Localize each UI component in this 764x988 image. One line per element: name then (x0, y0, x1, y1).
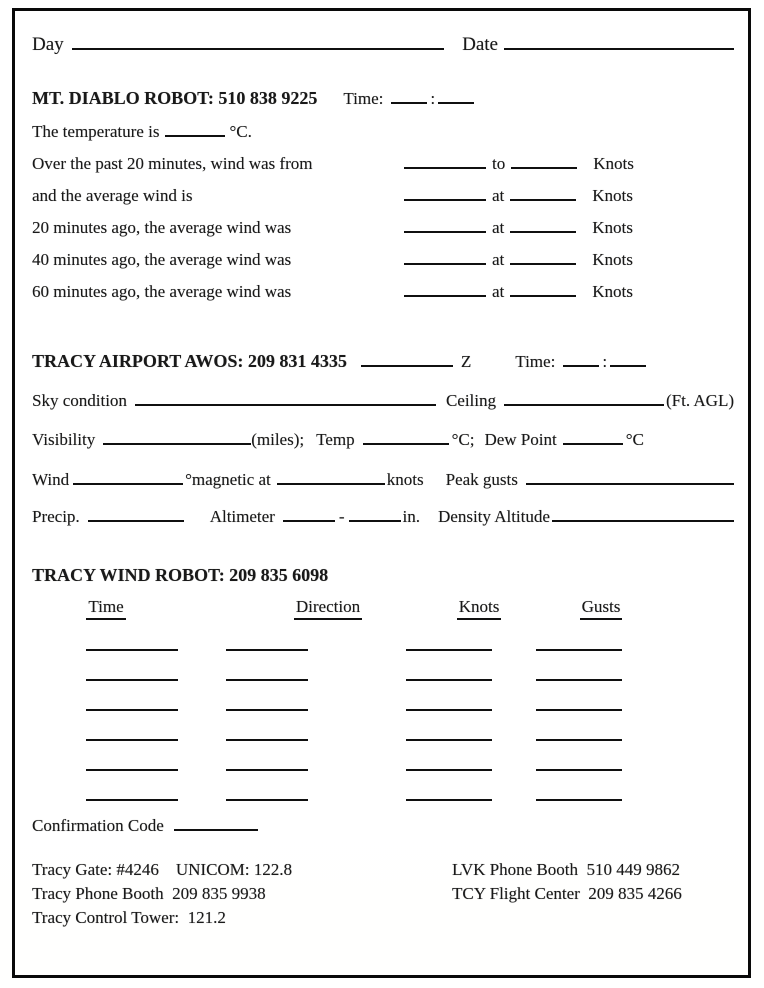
knots-cell-blank (406, 771, 492, 801)
wind-unit-label: Knots (592, 282, 633, 301)
column-header-time: Time (86, 597, 178, 620)
wind-line-row (32, 153, 734, 174)
ceiling-blank (504, 391, 664, 406)
wind-speed-blank (510, 282, 576, 297)
knots-cell-blank (406, 681, 492, 711)
direction-cell-blank (226, 620, 308, 651)
knots-cell-blank (406, 620, 492, 651)
wind-unit-label: Knots (592, 218, 633, 237)
gusts-cell-blank (536, 620, 622, 651)
contact-line: Tracy Phone Booth 209 835 9938 (32, 884, 266, 903)
wind-robot-title-row (32, 565, 734, 586)
wind-direction-blank (404, 218, 486, 233)
awos-time-label: Time: (515, 352, 556, 371)
temperature-blank (165, 122, 225, 137)
density-altitude-blank (552, 507, 734, 522)
date-blank-line (504, 33, 734, 50)
wind-line-label: 60 minutes ago, the average wind was (32, 282, 292, 301)
knots-cell-blank (406, 741, 492, 771)
time-cell-blank (86, 711, 178, 741)
visibility-row (32, 429, 734, 450)
dew-point-blank (563, 430, 623, 445)
diablo-time-hour-blank (391, 89, 427, 104)
direction-cell-blank (226, 771, 308, 801)
knots-cell-blank (406, 711, 492, 741)
wind-unit-label: Knots (593, 154, 634, 173)
time-cell-blank (86, 771, 178, 801)
precip-blank (88, 507, 184, 522)
temperature-unit: °C. (229, 122, 252, 141)
direction-cell-blank (226, 741, 308, 771)
peak-gusts-blank (526, 470, 734, 485)
confirmation-code-label: Confirmation Code (32, 816, 164, 835)
table-blank-row (86, 620, 734, 651)
wind-direction-blank (404, 282, 486, 297)
altimeter-label: Altimeter (209, 507, 275, 526)
contact-line: Tracy Control Tower: 121.2 (32, 908, 226, 927)
altimeter-blank-2 (349, 507, 401, 522)
knots-cell-blank (406, 651, 492, 681)
wind-line-row (32, 217, 734, 238)
altimeter-blank-1 (283, 507, 335, 522)
precip-row (32, 506, 734, 527)
contact-info-block (32, 858, 734, 930)
awos-time-hour-blank (563, 352, 599, 367)
temperature-label: The temperature is (32, 122, 160, 141)
table-blank-row (86, 681, 734, 711)
awos-knots-label: knots (386, 470, 424, 489)
diablo-time-label: Time: (343, 89, 384, 108)
wind-robot-title: TRACY WIND ROBOT: 209 835 6098 (32, 565, 329, 585)
wind-speed-blank (511, 154, 577, 169)
awos-wind-direction-blank (73, 470, 183, 485)
direction-cell-blank (226, 681, 308, 711)
wind-connector: at (492, 282, 505, 301)
temp-unit: °C; (451, 430, 475, 449)
day-date-row (32, 33, 734, 55)
awos-section-title-row (32, 351, 734, 372)
contact-right-column (452, 858, 734, 930)
time-cell-blank (86, 741, 178, 771)
table-blank-row (86, 711, 734, 741)
column-header-direction: Direction (226, 597, 308, 620)
awos-time-colon: : (602, 352, 608, 371)
wind-robot-table-header (86, 597, 734, 620)
contact-left-column (32, 858, 452, 930)
wind-unit-label: Knots (592, 250, 633, 269)
column-header-gusts: Gusts (536, 597, 622, 620)
wind-connector: to (492, 154, 506, 173)
form-border-frame (12, 8, 751, 978)
table-blank-row (86, 741, 734, 771)
sky-condition-row (32, 390, 734, 411)
temperature-row (32, 121, 734, 142)
dew-point-unit: °C (625, 430, 644, 449)
precip-label: Precip. (32, 507, 80, 526)
wind-direction-blank (404, 154, 486, 169)
magnetic-label: °magnetic at (185, 470, 271, 489)
diablo-time-colon: : (430, 89, 436, 108)
sky-condition-blank (135, 391, 436, 406)
date-label: Date (462, 34, 498, 55)
wind-unit-label: Knots (592, 186, 633, 205)
awos-zulu-label: Z (460, 352, 472, 371)
direction-cell-blank (226, 711, 308, 741)
awos-wind-row (32, 469, 734, 490)
gusts-cell-blank (536, 741, 622, 771)
contact-line: LVK Phone Booth 510 449 9862 (452, 860, 680, 879)
wind-connector: at (492, 218, 505, 237)
wind-connector: at (492, 186, 505, 205)
time-cell-blank (86, 620, 178, 651)
density-altitude-label: Density Altitude (438, 507, 550, 526)
sky-condition-label: Sky condition (32, 391, 127, 410)
wind-line-label: and the average wind is (32, 186, 193, 205)
gusts-cell-blank (536, 651, 622, 681)
time-cell-blank (86, 651, 178, 681)
contact-line: TCY Flight Center 209 835 4266 (452, 884, 682, 903)
inches-label: in. (402, 507, 420, 526)
direction-cell-blank (226, 651, 308, 681)
temp-blank (363, 430, 449, 445)
awos-wind-label: Wind (32, 470, 70, 489)
wind-line-row (32, 281, 734, 302)
gusts-cell-blank (536, 711, 622, 741)
wind-line-label: 20 minutes ago, the average wind was (32, 218, 292, 237)
visibility-label: Visibility (32, 430, 96, 449)
awos-wind-speed-blank (277, 470, 385, 485)
table-blank-row (86, 771, 734, 801)
day-label: Day (32, 34, 64, 55)
awos-title: TRACY AIRPORT AWOS: 209 831 4335 (32, 351, 347, 371)
ceiling-label: Ceiling (445, 391, 496, 410)
column-header-knots: Knots (406, 597, 492, 620)
awos-zulu-blank (361, 352, 453, 367)
wind-speed-blank (510, 186, 576, 201)
confirmation-code-row (32, 815, 734, 836)
diablo-section-title-row (32, 88, 734, 109)
wind-speed-blank (510, 250, 576, 265)
wind-line-label: 40 minutes ago, the average wind was (32, 250, 292, 269)
diablo-title: MT. DIABLO ROBOT: 510 838 9225 (32, 88, 318, 108)
temp-label: Temp (316, 430, 355, 449)
wind-direction-blank (404, 250, 486, 265)
wind-direction-blank (404, 186, 486, 201)
wind-line-row (32, 185, 734, 206)
wind-speed-blank (510, 218, 576, 233)
diablo-time-minute-blank (438, 89, 474, 104)
gusts-cell-blank (536, 681, 622, 711)
wind-connector: at (492, 250, 505, 269)
gusts-cell-blank (536, 771, 622, 801)
altimeter-separator: - (338, 507, 345, 526)
time-cell-blank (86, 681, 178, 711)
peak-gusts-label: Peak gusts (445, 470, 518, 489)
ceiling-unit: (Ft. AGL) (666, 391, 734, 410)
awos-time-minute-blank (610, 352, 646, 367)
confirmation-code-blank (174, 816, 258, 831)
contact-line: Tracy Gate: #4246 UNICOM: 122.8 (32, 860, 293, 879)
table-blank-row (86, 651, 734, 681)
wind-line-label: Over the past 20 minutes, wind was from (32, 154, 313, 173)
wind-line-row (32, 249, 734, 270)
visibility-unit: (miles); (251, 430, 305, 449)
visibility-blank (103, 430, 251, 445)
dew-point-label: Dew Point (484, 430, 557, 449)
day-blank-line (72, 33, 444, 50)
